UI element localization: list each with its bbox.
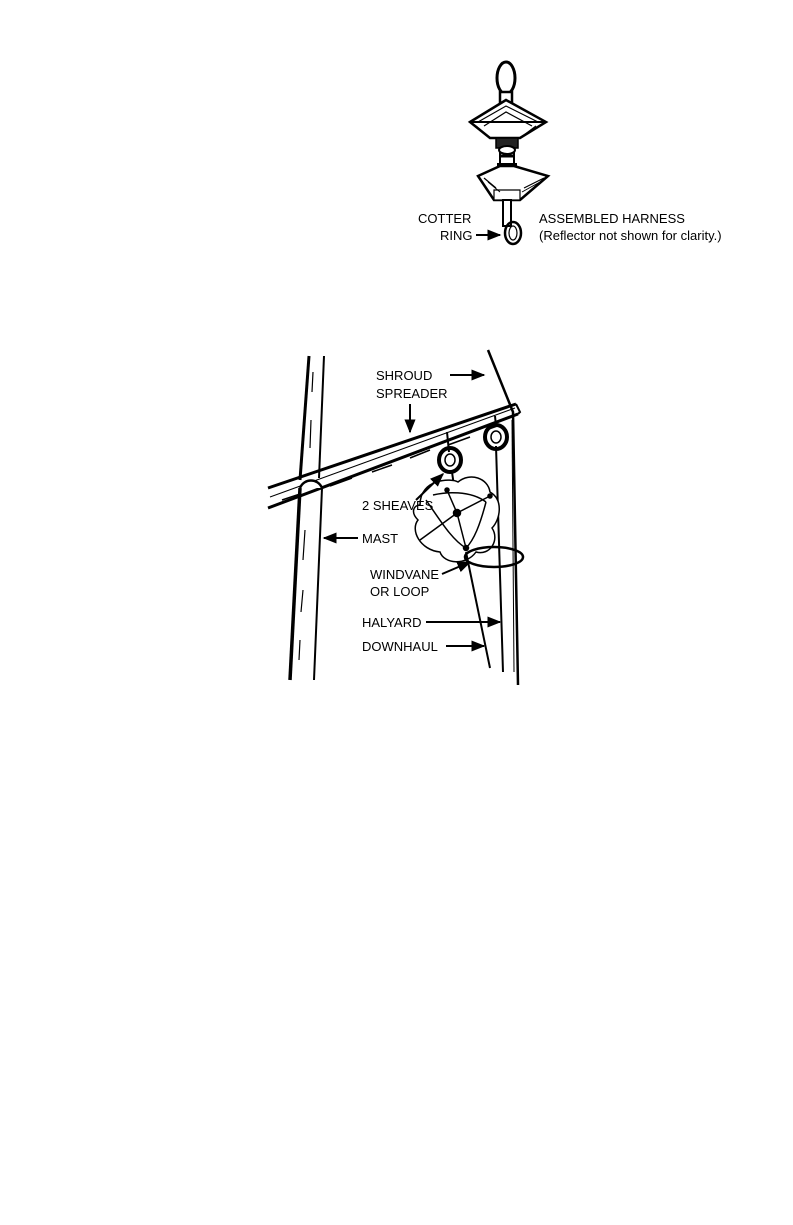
windvane-label-line1: WINDVANE [370,567,440,582]
harness-caption-title: ASSEMBLED HARNESS [539,211,685,226]
windvane-arrow [442,562,470,574]
harness-caption-note: (Reflector not shown for clarity.) [539,228,722,243]
downhaul-line [466,552,490,668]
downhaul-label: DOWNHAUL [362,639,438,654]
cotter-label-line1: COTTER [418,211,472,226]
windvane-label-line2: OR LOOP [370,584,430,599]
harness-figure [470,62,548,244]
cotter-label-line2: RING [440,228,473,243]
mast [300,356,324,480]
sheaves-label: 2 SHEAVES [362,498,434,513]
harness-top-cone [470,100,546,148]
spreader-label: SPREADER [376,386,448,401]
shroud-label: SHROUD [376,368,433,383]
mast-label: MAST [362,531,399,546]
halyard-line [496,446,503,672]
mast-lower [290,481,322,681]
harness-top-link [497,62,515,94]
halyard-label: HALYARD [362,615,422,630]
windvane-loop [465,547,523,567]
cotter-ring [505,222,521,244]
harness-bottom-cone [478,166,548,200]
